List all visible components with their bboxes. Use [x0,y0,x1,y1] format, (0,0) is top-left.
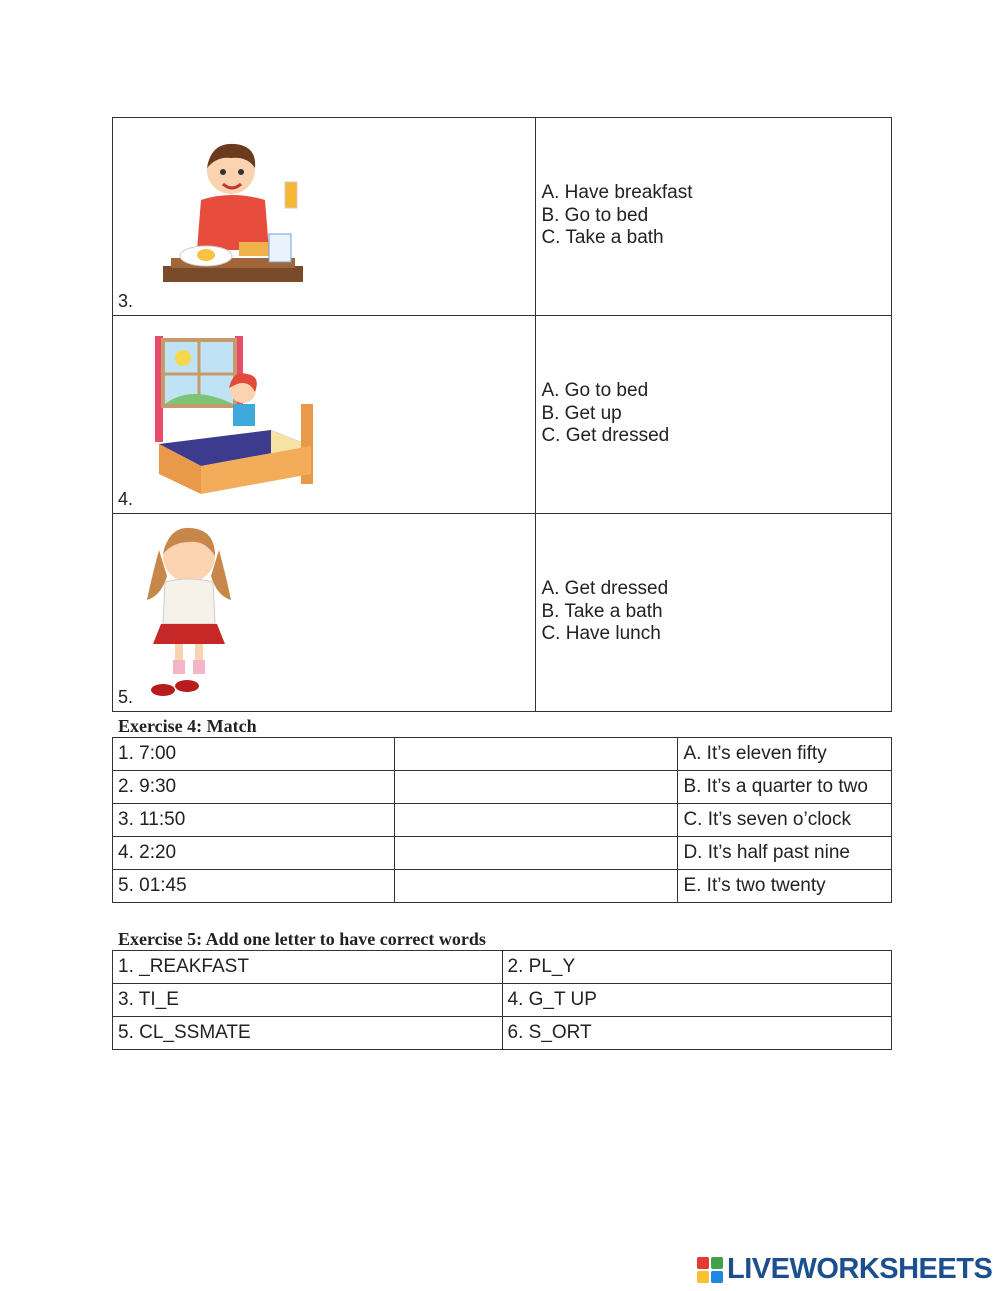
match-answer-cell[interactable] [395,738,678,771]
phrase-cell: A. It’s eleven fifty [678,738,892,771]
match-answer-cell[interactable] [395,870,678,903]
logo-blocks-icon [697,1257,723,1283]
question-number: 4. [118,489,134,509]
picture-cell [113,118,536,316]
exercise-5-title: Exercise 5: Add one letter to have correct words [118,929,486,949]
exercise-4-title: Exercise 4: Match [118,716,257,736]
match-answer-cell[interactable] [395,771,678,804]
match-table [112,737,892,903]
option-b: B. Get up [541,402,622,424]
table-row [113,984,892,1017]
option-a: A. Have breakfast [541,182,693,203]
logo-text: LIVEWORKSHEETS [727,1253,993,1285]
missing-letter-table [112,950,892,1050]
question-row [113,118,892,316]
time-cell: 5. 01:45 [113,870,395,903]
question-number: 3. [118,291,134,311]
match-answer-cell[interactable] [395,804,678,837]
time-cell: 1. 7:00 [113,738,395,771]
match-answer-cell[interactable] [395,837,678,870]
option-c: C. Have lunch [541,623,661,644]
table-row [113,1017,892,1050]
girl-getting-up-illustration [151,334,321,499]
question-row [113,316,892,514]
phrase-cell: C. It’s seven o’clock [678,804,892,837]
word-cell[interactable]: 6. S_ORT [502,1017,891,1050]
word-cell[interactable]: 4. G_T UP [502,984,891,1017]
picture-cell [113,514,536,712]
table-row [113,837,892,870]
boy-eating-breakfast-illustration [161,138,311,293]
option-a: A. Get dressed [541,578,669,599]
girl-getting-dressed-illustration [139,520,239,702]
word-cell[interactable]: 1. _REAKFAST [113,951,503,984]
time-cell: 2. 9:30 [113,771,395,804]
time-cell: 4. 2:20 [113,837,395,870]
phrase-cell: B. It’s a quarter to two [678,771,892,804]
picture-cell [113,316,536,514]
option-c: C. Get dressed [541,425,670,446]
option-c: C. Take a bath [541,227,664,248]
table-row [113,771,892,804]
table-row [113,870,892,903]
table-row [113,738,892,771]
word-cell[interactable]: 5. CL_SSMATE [113,1017,503,1050]
picture-choice-table [112,117,892,712]
options-cell [536,316,892,514]
question-row [113,514,892,712]
option-b: B. Go to bed [541,204,649,226]
word-cell[interactable]: 3. TI_E [113,984,503,1017]
options-cell [536,514,892,712]
phrase-cell: E. It’s two twenty [678,870,892,903]
time-cell: 3. 11:50 [113,804,395,837]
liveworksheets-logo [697,1253,992,1286]
table-row [113,804,892,837]
options-cell [536,118,892,316]
question-number: 5. [118,687,134,707]
phrase-cell: D. It’s half past nine [678,837,892,870]
word-cell[interactable]: 2. PL_Y [502,951,891,984]
option-a: A. Go to bed [541,380,649,401]
table-row [113,951,892,984]
option-b: B. Take a bath [541,600,663,622]
